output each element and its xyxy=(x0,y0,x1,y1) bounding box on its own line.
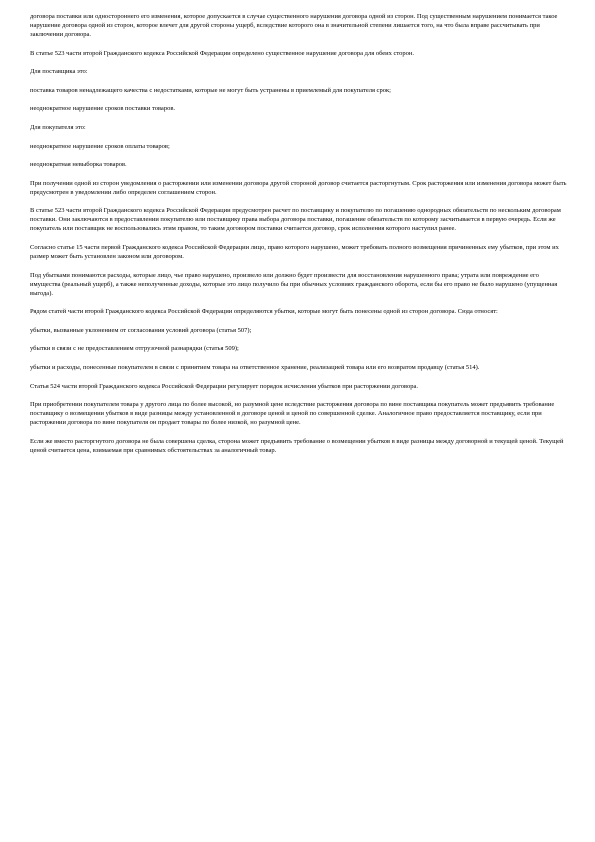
paragraph-6: Для покупателя это: xyxy=(30,123,86,131)
paragraph-19: Если же вместо расторгнутого договора не была совершена сделка, сторона может предъявить требование о возмещении убытков в виде разницы между договорной и текущей ценой. Текущей ценой считается цена, взимаемая при сравнимых обстоятельствах за аналогичный товар. xyxy=(30,437,564,454)
document-body xyxy=(30,12,568,464)
paragraph-7: неоднократное нарушение сроков оплаты товаров; xyxy=(30,142,170,150)
paragraph-10: В статье 523 части второй Гражданского кодекса Российской Федерации предусмотрен расчет по поставщику и покупателю по погашению однородных обязательств по нескольким договорам поставки. Они заключаются в предоставлении покупателю или поставщику права выбора договора поставки, погашение обязательств по которому засчитывается в первую очередь. Если же покупатель или поставщик не воспользовались этим правом, то таким договором поставки считается договор, срок исполнения которого наступил ранее. xyxy=(30,207,561,233)
paragraph-17: Статья 524 части второй Гражданского кодекса Российской Федерации регулирует порядок исчисления убытков при расторжении договора. xyxy=(30,382,418,390)
paragraph-9: При получении одной из сторон уведомления о расторжении или изменении договора другой стороной договор считается расторгнутым. Срок расторжения или изменения договора может быть предусмотрен в уведомлении либо определен соглашением сторон. xyxy=(30,179,567,196)
paragraph-3: Для поставщика это: xyxy=(30,68,88,76)
paragraph-11: Согласно статье 15 части первой Гражданского кодекса Российской Федерации лицо, право которого нарушено, может требовать полного возмещения причиненных ему убытков, при этом их размер может быть установлен законом или договором. xyxy=(30,243,559,260)
paragraph-5: неоднократное нарушение сроков поставки товаров. xyxy=(30,105,176,113)
paragraph-1: договора поставки или одностороннего его изменения, которое допускается в случае существенного нарушения договора одной из сторон. Под существенным нарушением понимается такое нарушение договора одной из сторон, которое влечет для другой стороны ущерб, вследствие которого она в значительной степени лишается того, на что была вправе рассчитывать при заключении договора. xyxy=(30,13,558,38)
paragraph-12: Под убытками понимаются расходы, которые лицо, чье право нарушено, произвело или должно будет произвести для восстановления нарушенного права; утрата или повреждение его имущества (реальный ущерб), а также неполученные доходы, которые это лицо получило бы при обычных условиях гражданского оборота, если бы его право не было нарушено (упущенная выгода). xyxy=(30,271,558,297)
paragraph-16: убытки и расходы, понесенные покупателем в связи с принятием товара на ответственное хранение, реализацией товара или его возвратом продавцу (статья 514). xyxy=(30,363,480,371)
paragraph-15: убытки в связи с не предоставлением отгрузочной разнарядки (статья 509); xyxy=(30,345,239,353)
paragraph-14: убытки, вызванные уклонением от согласования условий договора (статья 507); xyxy=(30,326,252,334)
paragraph-13: Рядом статей части второй Гражданского кодекса Российской Федерации определяются убытки, которые могут быть понесены одной из сторон договора. Сюда относят: xyxy=(30,308,498,316)
paragraph-18: При приобретении покупателем товара у другого лица по более высокой, но разумной цене вследствие расторжения договора по вине поставщика покупатель может предъявить требование поставщику о возмещении убытков в виде разницы между установленной в договоре ценой и ценой по совершенной сделке. Аналогичное право предоставляется поставщику, если при расторжении договора по вине покупателя он продает товары по более низкой, но разумной цене. xyxy=(30,401,555,427)
paragraph-2: В статье 523 части второй Гражданского кодекса Российской Федерации определено существенное нарушение договора для обеих сторон. xyxy=(30,49,415,57)
paragraph-4: поставка товаров ненадлежащего качества с недостатками, которые не могут быть устранены в приемлемый для покупателя срок; xyxy=(30,86,391,94)
paragraph-8: неоднократная невыборка товаров. xyxy=(30,161,127,169)
